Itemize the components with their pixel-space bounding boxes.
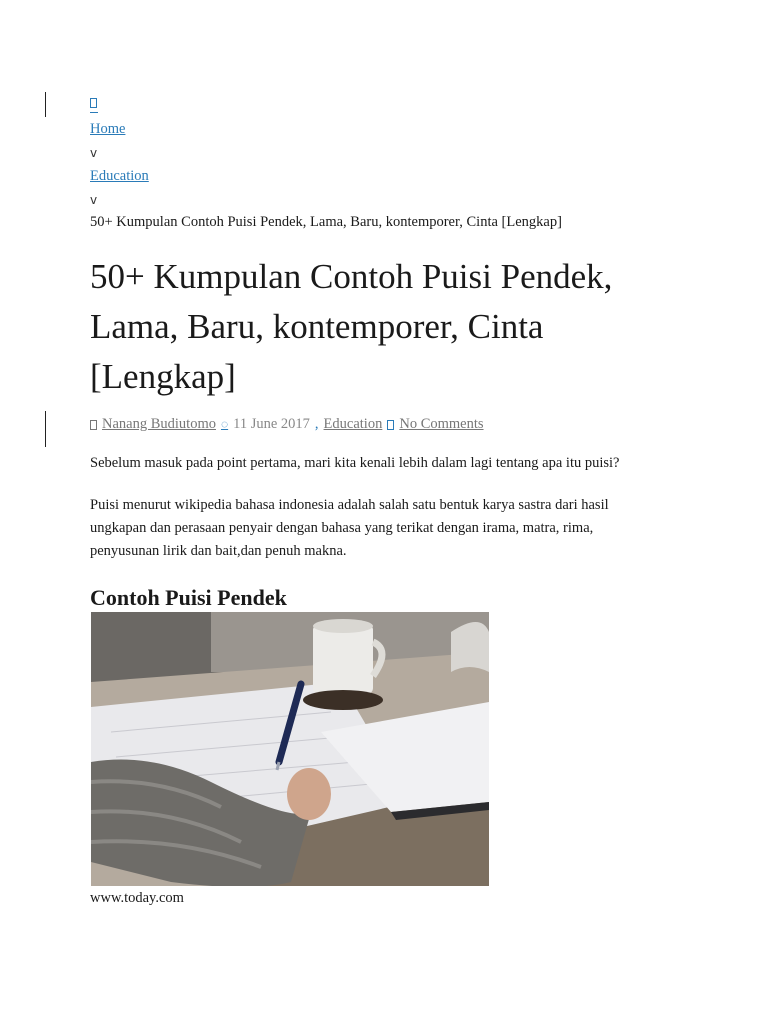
writing-photo-illustration xyxy=(91,612,489,886)
comments-link[interactable]: No Comments xyxy=(399,416,484,432)
home-icon-underline xyxy=(90,112,98,113)
definition-paragraph: Puisi menurut wikipedia bahasa indonesia adalah salah satu bentuk karya sastra dari hasil ungkapan dan perasaan penyair dengan bahasa yang terikat dengan irama, matra, rima, penyusunan lirik dan bait,dan penuh makna. xyxy=(90,497,609,559)
image-caption: www.today.com xyxy=(90,890,184,906)
chevron-down-icon: v xyxy=(90,193,98,207)
breadcrumb-home-link[interactable]: Home xyxy=(90,121,126,137)
article-photo xyxy=(91,612,489,886)
category-link[interactable]: Education xyxy=(323,416,383,432)
breadcrumb-current: 50+ Kumpulan Contoh Puisi Pendek, Lama, Baru, kontemporer, Cinta [Lengkap] xyxy=(90,214,562,230)
comment-icon xyxy=(387,420,394,430)
author-link[interactable]: Nanang Budiutomo xyxy=(102,416,216,432)
page-title: 50+ Kumpulan Contoh Puisi Pendek, Lama, Baru, kontemporer, Cinta [Lengkap] xyxy=(90,257,613,396)
margin-marker xyxy=(45,411,46,447)
chevron-down-icon: v xyxy=(90,146,98,160)
margin-marker xyxy=(45,92,46,117)
post-meta xyxy=(90,416,484,433)
home-icon[interactable] xyxy=(90,98,97,108)
date-separator: , xyxy=(314,416,319,432)
section-heading: Contoh Puisi Pendek xyxy=(90,585,287,610)
user-icon xyxy=(90,420,97,430)
intro-paragraph: Sebelum masuk pada point pertama, mari kita kenali lebih dalam lagi tentang apa itu puisi? xyxy=(90,455,620,471)
post-date: 11 June 2017 xyxy=(233,416,310,432)
breadcrumb-education-link[interactable]: Education xyxy=(90,168,149,184)
clock-icon: ◌ xyxy=(220,417,229,431)
